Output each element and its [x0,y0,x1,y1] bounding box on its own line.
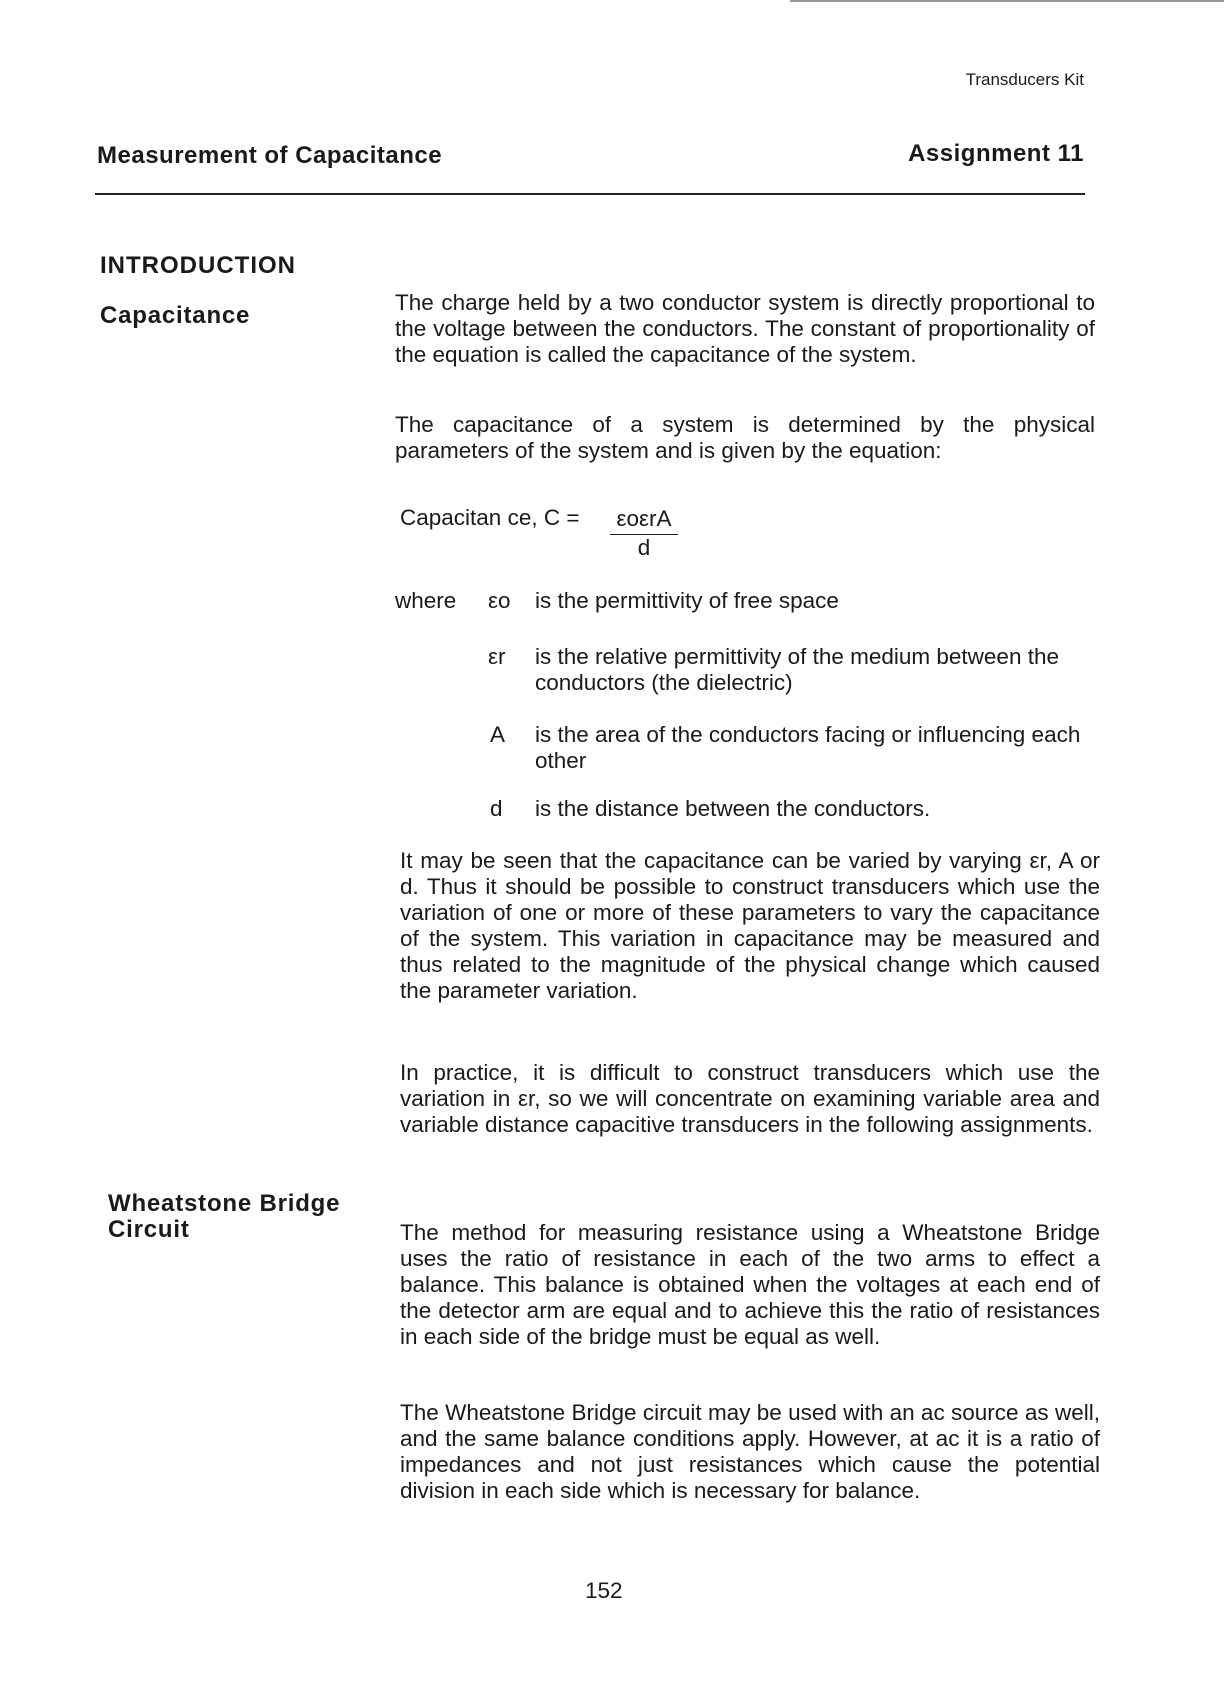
paragraph-wheatstone-method: The method for measuring resistance using a Wheatstone Bridge uses the ratio of resistance in each of the two arms to effect a balance. This balance is obtained when the voltages at each end of the detector arm are equal and to achieve this the ratio of resistances in each side of the bridge must be equal as well. [400,1220,1100,1349]
definition-distance: is the distance between the conductors. [535,796,931,821]
where-label: where [395,588,457,613]
header-divider [95,193,1085,195]
page-title: Measurement of Capacitance [97,142,443,169]
equation-fraction [610,506,678,561]
definition-epsilon-0: is the permittivity of free space [535,588,839,613]
paragraph-wheatstone-ac: The Wheatstone Bridge circuit may be used with an ac source as well, and the same balance conditions apply. However, at ac it is a ratio of impedances and not just resistances which cause the potential division in each side which is necessary for balance. [400,1400,1100,1503]
symbol-epsilon-r: εr [488,644,506,669]
symbol-epsilon-0: εo [488,588,511,613]
equation-lhs: Capacitan ce, C = [400,505,580,530]
symbol-area: A [490,722,506,747]
paragraph-variation: It may be seen that the capacitance can be varied by varying εr, A or d. Thus it should be possible to construct transducers which use the variation of one or more of these parameters to vary the capacitance of the system. This variation in capacitance may be measured and thus related to the magnitude of the physical change which caused the parameter variation. [400,848,1100,1003]
introduction-heading: INTRODUCTION [100,252,296,279]
paragraph-parameters: The capacitance of a system is determined by the physical parameters of the system and is given by the equation: [395,412,1095,463]
capacitance-heading: Capacitance [100,302,251,329]
kit-label: Transducers Kit [965,70,1084,89]
symbol-distance: d [490,796,503,821]
assignment-label: Assignment 11 [908,140,1084,167]
wheatstone-heading-line2: Circuit [108,1216,190,1243]
equation-numerator: εoεrA [610,506,678,535]
paragraph-charge: The charge held by a two conductor system is directly proportional to the voltage between the conductors. The constant of proportionality of the equation is called the capacitance of the system. [395,290,1095,367]
equation-denominator: d [637,535,651,560]
wheatstone-heading-line1: Wheatstone Bridge [108,1190,341,1217]
definition-area: is the area of the conductors facing or influencing each other [535,722,1081,773]
top-edge-line [790,0,1224,2]
paragraph-practice: In practice, it is difficult to construct transducers which use the variation in εr, so we will concentrate on examining variable area and variable distance capacitive transducers in the following assignments. [400,1060,1100,1137]
definition-epsilon-r: is the relative permittivity of the medium between the conductors (the dielectric) [535,644,1059,695]
page-number: 152 [585,1578,623,1603]
